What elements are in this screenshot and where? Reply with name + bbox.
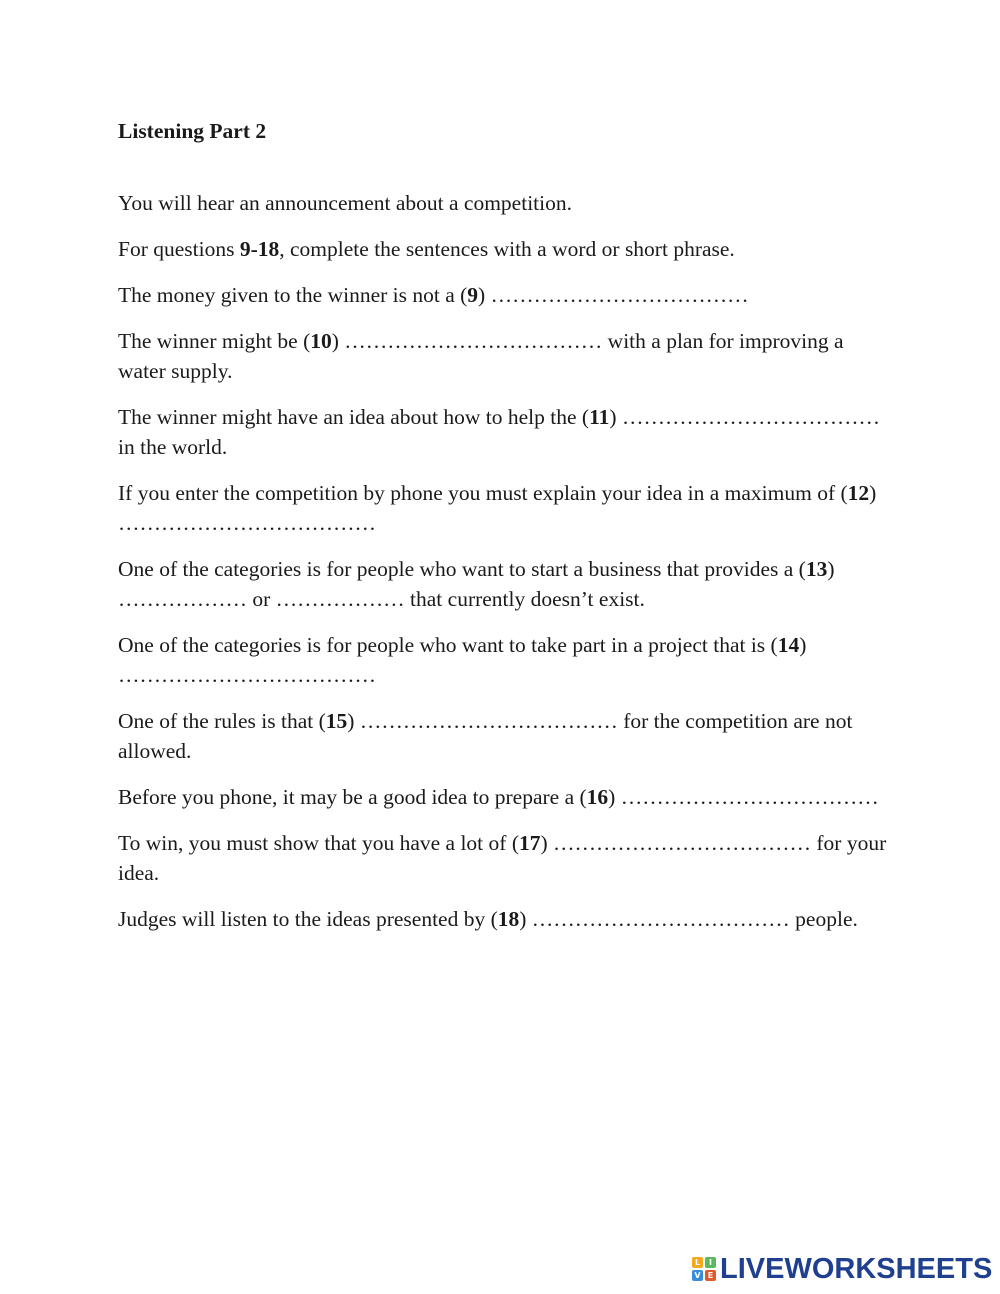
question-12 — [118, 478, 888, 538]
question-number: 11 — [589, 405, 610, 429]
answer-blank[interactable]: ) ……………………………… — [478, 283, 749, 307]
intro-text: You will hear an announcement about a competition. — [118, 191, 572, 215]
answer-blank[interactable]: ) ……………………………… people. — [519, 907, 858, 931]
instruction-after: , complete the sentences with a word or short phrase. — [279, 237, 735, 261]
question-17 — [118, 828, 888, 888]
question-text: The money given to the winner is not a ( — [118, 283, 468, 307]
question-number: 14 — [777, 633, 800, 657]
question-number: 13 — [805, 557, 828, 581]
answer-blank[interactable]: ) ……………… or ……………… that currently doesn’t exist. — [118, 557, 835, 611]
question-text: The winner might be ( — [118, 329, 311, 353]
question-11 — [118, 402, 888, 462]
liveworksheets-logo — [692, 1252, 992, 1286]
question-number: 15 — [325, 709, 348, 733]
logo-mark-e: E — [705, 1270, 716, 1281]
question-text: Before you phone, it may be a good idea to prepare a ( — [118, 785, 587, 809]
question-number: 17 — [518, 831, 541, 855]
question-number: 9 — [467, 283, 479, 307]
question-number: 18 — [497, 907, 520, 931]
instruction-text — [118, 234, 888, 264]
question-14 — [118, 630, 888, 690]
instruction-before: For questions — [118, 237, 240, 261]
question-number: 16 — [586, 785, 609, 809]
worksheet-page — [118, 116, 888, 950]
logo-mark-l: L — [692, 1257, 703, 1268]
question-9 — [118, 280, 888, 310]
question-15 — [118, 706, 888, 766]
answer-blank[interactable]: ) ……………………………… — [608, 785, 879, 809]
answer-blank[interactable]: ) ……………………………… — [118, 481, 877, 535]
question-10 — [118, 326, 888, 386]
logo-mark-icon — [692, 1257, 716, 1281]
page-title: Listening Part 2 — [118, 119, 267, 143]
logo-text: LIVEWORKSHEETS — [720, 1253, 993, 1285]
question-text: One of the rules is that ( — [118, 709, 326, 733]
answer-blank[interactable]: ) ……………………………… with a plan for improving a water supply. — [118, 329, 844, 383]
answer-blank[interactable]: ) ……………………………… for the competition are not allowed. — [118, 709, 853, 763]
answer-blank[interactable]: ) ……………………………… in the world. — [118, 405, 880, 459]
question-16 — [118, 782, 888, 812]
question-18 — [118, 904, 888, 934]
question-text: If you enter the competition by phone you must explain your idea in a maximum of ( — [118, 481, 848, 505]
logo-mark-v: V — [692, 1270, 703, 1281]
question-number: 10 — [310, 329, 332, 353]
question-text: One of the categories is for people who want to take part in a project that is ( — [118, 633, 778, 657]
question-range: 9-18 — [239, 237, 280, 261]
question-text: To win, you must show that you have a lot of ( — [118, 831, 519, 855]
question-text: Judges will listen to the ideas presented by ( — [118, 907, 498, 931]
question-13 — [118, 554, 888, 614]
question-text: The winner might have an idea about how to help the ( — [118, 405, 590, 429]
answer-blank[interactable]: ) ……………………………… — [118, 633, 807, 687]
question-text: One of the categories is for people who want to start a business that provides a ( — [118, 557, 806, 581]
answer-blank[interactable]: ) ……………………………… for your idea. — [118, 831, 887, 885]
question-number: 12 — [847, 481, 870, 505]
logo-mark-i: I — [705, 1257, 716, 1268]
